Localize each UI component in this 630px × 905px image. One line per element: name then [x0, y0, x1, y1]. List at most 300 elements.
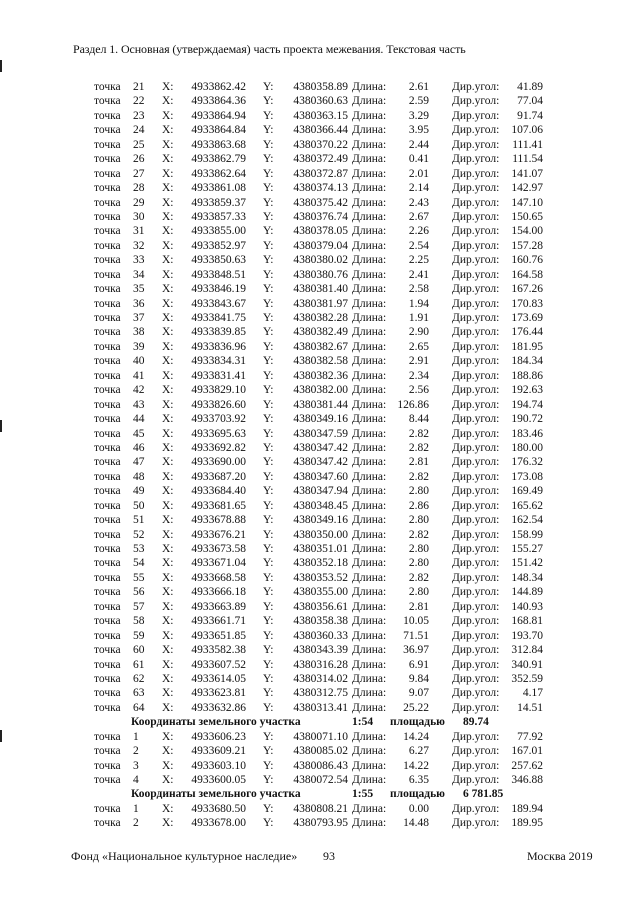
length-label: Длина:: [352, 528, 387, 541]
area-label: площадью: [390, 788, 445, 801]
point-number: 61: [133, 658, 145, 671]
length-label: Длина:: [352, 398, 387, 411]
point-number: 42: [133, 384, 145, 397]
y-label: Y:: [263, 355, 274, 368]
table-row: [0, 94, 630, 108]
point-label: точка: [94, 384, 121, 397]
table-row: [0, 744, 630, 758]
y-coordinate: 4380380.76: [293, 268, 348, 281]
direction-angle: 194.74: [511, 398, 543, 411]
y-coordinate: 4380353.52: [293, 571, 348, 584]
x-label: X:: [162, 124, 174, 137]
direction-angle: 91.74: [517, 109, 543, 122]
point-label: точка: [94, 340, 121, 353]
y-coordinate: 4380355.00: [293, 586, 348, 599]
point-number: 36: [133, 297, 145, 310]
y-coordinate: 4380372.87: [293, 167, 348, 180]
point-label: точка: [94, 774, 121, 786]
length-label: Длина:: [352, 182, 387, 195]
y-label: Y:: [263, 571, 274, 584]
x-coordinate: 4933651.85: [191, 629, 246, 642]
point-label: точка: [94, 571, 121, 584]
x-coordinate: 4933862.79: [191, 153, 246, 166]
point-number: 63: [133, 687, 145, 700]
length-value: 2.82: [408, 470, 429, 483]
y-coordinate: 4380316.28: [293, 658, 348, 671]
x-label: X:: [162, 182, 174, 195]
table-row: [0, 585, 630, 599]
table-row: [0, 427, 630, 441]
y-label: Y:: [263, 456, 274, 469]
direction-label: Дир.угол:: [452, 312, 500, 324]
y-label: Y:: [263, 730, 274, 743]
length-value: 2.80: [408, 557, 429, 570]
area-label: площадью: [390, 716, 445, 729]
table-row: [0, 369, 630, 383]
x-coordinate: 4933582.38: [191, 644, 246, 657]
direction-label: Дир.угол:: [452, 586, 500, 599]
y-coordinate: 4380382.58: [293, 355, 348, 368]
table-row: [0, 210, 630, 224]
point-number: 1: [133, 730, 139, 743]
point-number: 24: [133, 124, 145, 137]
point-label: точка: [94, 398, 121, 411]
table-row: [0, 268, 630, 282]
point-label: точка: [94, 427, 121, 440]
length-label: Длина:: [352, 485, 387, 498]
x-coordinate: 4933671.04: [191, 557, 246, 570]
length-value: 10.05: [403, 615, 429, 628]
length-label: Длина:: [352, 326, 387, 339]
table-row: [0, 253, 630, 267]
direction-label: Дир.угол:: [452, 182, 500, 195]
direction-label: Дир.угол:: [452, 730, 500, 743]
length-value: 2.86: [408, 499, 429, 512]
direction-label: Дир.угол:: [452, 268, 500, 281]
point-number: 41: [133, 369, 145, 382]
point-label: точка: [94, 456, 121, 469]
length-value: 14.22: [403, 759, 429, 772]
length-label: Длина:: [352, 456, 387, 469]
length-label: Длина:: [352, 95, 387, 108]
length-value: 2.43: [408, 196, 429, 209]
y-label: Y:: [263, 210, 274, 223]
length-value: 2.14: [408, 182, 429, 195]
x-coordinate: 4933831.41: [191, 369, 246, 382]
y-coordinate: 4380366.44: [293, 124, 348, 137]
point-label: точка: [94, 441, 121, 454]
y-label: Y:: [263, 485, 274, 498]
length-label: Длина:: [352, 514, 387, 527]
x-coordinate: 4933839.85: [191, 326, 246, 339]
direction-label: Дир.угол:: [452, 81, 500, 93]
length-label: Длина:: [352, 470, 387, 483]
point-number: 64: [133, 701, 145, 714]
x-label: X:: [162, 586, 174, 599]
y-coordinate: 4380350.00: [293, 528, 348, 541]
length-label: Длина:: [352, 817, 387, 830]
x-coordinate: 4933829.10: [191, 384, 246, 397]
x-coordinate: 4933864.94: [191, 109, 246, 122]
point-number: 25: [133, 138, 145, 151]
x-coordinate: 4933678.88: [191, 514, 246, 527]
length-value: 36.97: [403, 644, 429, 657]
length-value: 2.90: [408, 326, 429, 339]
point-number: 22: [133, 95, 145, 108]
x-coordinate: 4933826.60: [191, 398, 246, 411]
point-label: точка: [94, 730, 121, 743]
point-number: 28: [133, 182, 145, 195]
length-label: Длина:: [352, 658, 387, 671]
x-label: X:: [162, 456, 174, 469]
x-coordinate: 4933850.63: [191, 254, 246, 267]
length-label: Длина:: [352, 499, 387, 512]
direction-label: Дир.угол:: [452, 629, 500, 642]
direction-angle: 160.76: [511, 254, 543, 267]
point-label: точка: [94, 283, 121, 296]
length-label: Длина:: [352, 441, 387, 454]
x-label: X:: [162, 802, 174, 815]
y-coordinate: 4380351.01: [293, 543, 348, 555]
direction-angle: 173.69: [511, 312, 543, 324]
length-label: Длина:: [352, 600, 387, 613]
y-coordinate: 4380360.63: [293, 95, 348, 108]
y-label: Y:: [263, 557, 274, 570]
direction-angle: 41.89: [517, 81, 543, 93]
y-coordinate: 4380381.40: [293, 283, 348, 296]
y-label: Y:: [263, 81, 274, 93]
y-coordinate: 4380347.42: [293, 441, 348, 454]
y-coordinate: 4380381.97: [293, 297, 348, 310]
direction-angle: 189.94: [511, 802, 543, 815]
x-coordinate: 4933863.68: [191, 138, 246, 151]
y-coordinate: 4380793.95: [293, 817, 348, 830]
length-value: 25.22: [403, 701, 429, 714]
y-coordinate: 4380382.36: [293, 369, 348, 382]
length-value: 126.86: [397, 398, 429, 411]
direction-label: Дир.угол:: [452, 600, 500, 613]
point-label: точка: [94, 369, 121, 382]
x-coordinate: 4933678.00: [191, 817, 246, 830]
direction-label: Дир.угол:: [452, 326, 500, 339]
point-label: точка: [94, 802, 121, 815]
table-row: [0, 152, 630, 166]
y-coordinate: 4380382.67: [293, 340, 348, 353]
point-number: 33: [133, 254, 145, 267]
y-coordinate: 4380347.59: [293, 427, 348, 440]
table-row: [0, 672, 630, 686]
y-coordinate: 4380363.15: [293, 109, 348, 122]
y-coordinate: 4380343.39: [293, 644, 348, 657]
direction-label: Дир.угол:: [452, 456, 500, 469]
x-coordinate: 4933862.42: [191, 81, 246, 93]
y-label: Y:: [263, 398, 274, 411]
table-row: [0, 600, 630, 614]
direction-label: Дир.угол:: [452, 153, 500, 166]
point-number: 60: [133, 644, 145, 657]
direction-label: Дир.угол:: [452, 687, 500, 700]
x-coordinate: 4933692.82: [191, 441, 246, 454]
direction-label: Дир.угол:: [452, 384, 500, 397]
point-number: 44: [133, 413, 145, 426]
length-label: Длина:: [352, 701, 387, 714]
direction-label: Дир.угол:: [452, 413, 500, 426]
point-label: точка: [94, 557, 121, 570]
length-value: 8.44: [408, 413, 429, 426]
y-coordinate: 4380314.02: [293, 672, 348, 685]
y-label: Y:: [263, 297, 274, 310]
point-label: точка: [94, 658, 121, 671]
table-row: [0, 311, 630, 325]
y-coordinate: 4380072.54: [293, 774, 348, 786]
direction-angle: 168.81: [511, 615, 543, 628]
direction-angle: 111.41: [512, 138, 543, 151]
y-label: Y:: [263, 802, 274, 815]
direction-angle: 141.07: [511, 167, 543, 180]
x-label: X:: [162, 398, 174, 411]
x-coordinate: 4933666.18: [191, 586, 246, 599]
length-label: Длина:: [352, 225, 387, 238]
length-label: Длина:: [352, 109, 387, 122]
x-coordinate: 4933843.67: [191, 297, 246, 310]
x-label: X:: [162, 701, 174, 714]
direction-label: Дир.угол:: [452, 196, 500, 209]
y-coordinate: 4380071.10: [293, 730, 348, 743]
length-value: 2.01: [408, 167, 429, 180]
length-value: 2.82: [408, 441, 429, 454]
y-coordinate: 4380356.61: [293, 600, 348, 613]
direction-angle: 169.49: [511, 485, 543, 498]
x-label: X:: [162, 283, 174, 296]
x-coordinate: 4933855.00: [191, 225, 246, 238]
x-label: X:: [162, 441, 174, 454]
table-row: [0, 297, 630, 311]
point-label: точка: [94, 210, 121, 223]
point-number: 57: [133, 600, 145, 613]
length-value: 2.59: [408, 95, 429, 108]
x-label: X:: [162, 268, 174, 281]
point-number: 21: [133, 81, 145, 93]
direction-angle: 154.00: [511, 225, 543, 238]
direction-label: Дир.угол:: [452, 124, 500, 137]
x-coordinate: 4933632.86: [191, 701, 246, 714]
length-label: Длина:: [352, 413, 387, 426]
x-coordinate: 4933673.58: [191, 543, 246, 555]
length-value: 14.48: [403, 817, 429, 830]
point-label: точка: [94, 182, 121, 195]
direction-angle: 188.86: [511, 369, 543, 382]
x-label: X:: [162, 470, 174, 483]
point-number: 53: [133, 543, 145, 555]
x-label: X:: [162, 485, 174, 498]
x-label: X:: [162, 196, 174, 209]
direction-label: Дир.угол:: [452, 441, 500, 454]
y-coordinate: 4380086.43: [293, 759, 348, 772]
point-label: точка: [94, 312, 121, 324]
footer-city-year: Москва 2019: [527, 849, 593, 863]
section-title: Координаты земельного участка: [131, 788, 301, 801]
length-value: 2.80: [408, 586, 429, 599]
y-label: Y:: [263, 687, 274, 700]
x-label: X:: [162, 297, 174, 310]
table-row: [0, 470, 630, 484]
point-number: 48: [133, 470, 145, 483]
direction-label: Дир.угол:: [452, 774, 500, 786]
point-label: точка: [94, 297, 121, 310]
x-coordinate: 4933603.10: [191, 759, 246, 772]
direction-label: Дир.угол:: [452, 499, 500, 512]
point-number: 29: [133, 196, 145, 209]
coordinates-table: [0, 80, 630, 831]
direction-angle: 346.88: [511, 774, 543, 786]
table-row: [0, 802, 630, 816]
x-coordinate: 4933684.40: [191, 485, 246, 498]
direction-angle: 162.54: [511, 514, 543, 527]
direction-angle: 77.92: [517, 730, 543, 743]
table-row: [0, 354, 630, 368]
table-row: [0, 629, 630, 643]
length-value: 2.80: [408, 543, 429, 555]
y-label: Y:: [263, 384, 274, 397]
length-value: 2.41: [408, 268, 429, 281]
direction-angle: 111.54: [512, 153, 543, 166]
x-coordinate: 4933607.52: [191, 658, 246, 671]
direction-label: Дир.угол:: [452, 672, 500, 685]
length-value: 2.61: [408, 81, 429, 93]
length-label: Длина:: [352, 730, 387, 743]
table-row: [0, 441, 630, 455]
y-label: Y:: [263, 672, 274, 685]
section-ratio: 1:54: [352, 716, 374, 729]
y-coordinate: 4380347.60: [293, 470, 348, 483]
point-label: точка: [94, 615, 121, 628]
x-coordinate: 4933859.37: [191, 196, 246, 209]
y-label: Y:: [263, 745, 274, 758]
length-label: Длина:: [352, 196, 387, 209]
point-number: 23: [133, 109, 145, 122]
length-value: 2.82: [408, 427, 429, 440]
point-label: точка: [94, 355, 121, 368]
y-label: Y:: [263, 441, 274, 454]
point-number: 51: [133, 514, 145, 527]
direction-label: Дир.угол:: [452, 254, 500, 267]
x-label: X:: [162, 759, 174, 772]
point-number: 38: [133, 326, 145, 339]
table-row: [0, 181, 630, 195]
direction-label: Дир.угол:: [452, 759, 500, 772]
direction-angle: 184.34: [511, 355, 543, 368]
direction-label: Дир.угол:: [452, 615, 500, 628]
direction-angle: 77.04: [517, 95, 543, 108]
x-coordinate: 4933663.89: [191, 600, 246, 613]
length-value: 2.80: [408, 514, 429, 527]
x-label: X:: [162, 254, 174, 267]
table-row: [0, 759, 630, 773]
direction-angle: 181.95: [511, 340, 543, 353]
length-value: 6.35: [408, 774, 429, 786]
x-coordinate: 4933864.84: [191, 124, 246, 137]
direction-label: Дир.угол:: [452, 644, 500, 657]
length-value: 2.91: [408, 355, 429, 368]
x-label: X:: [162, 340, 174, 353]
direction-label: Дир.угол:: [452, 745, 500, 758]
y-label: Y:: [263, 528, 274, 541]
x-label: X:: [162, 326, 174, 339]
y-label: Y:: [263, 629, 274, 642]
table-row: [0, 412, 630, 426]
table-row: [0, 196, 630, 210]
length-label: Длина:: [352, 543, 387, 555]
point-label: точка: [94, 528, 121, 541]
length-value: 1.91: [408, 312, 429, 324]
x-label: X:: [162, 427, 174, 440]
area-value: 89.74: [463, 716, 489, 729]
length-label: Длина:: [352, 644, 387, 657]
x-coordinate: 4933606.23: [191, 730, 246, 743]
section-heading: [0, 787, 630, 801]
point-label: точка: [94, 109, 121, 122]
point-label: точка: [94, 124, 121, 137]
point-label: точка: [94, 629, 121, 642]
direction-label: Дир.угол:: [452, 167, 500, 180]
length-label: Длина:: [352, 615, 387, 628]
length-label: Длина:: [352, 672, 387, 685]
x-coordinate: 4933681.65: [191, 499, 246, 512]
direction-label: Дир.угол:: [452, 138, 500, 151]
direction-angle: 192.63: [511, 384, 543, 397]
length-value: 0.41: [408, 153, 429, 166]
point-number: 43: [133, 398, 145, 411]
x-label: X:: [162, 369, 174, 382]
length-label: Длина:: [352, 759, 387, 772]
length-value: 2.54: [408, 239, 429, 252]
length-label: Длина:: [352, 239, 387, 252]
length-value: 14.24: [403, 730, 429, 743]
x-coordinate: 4933661.71: [191, 615, 246, 628]
length-value: 6.91: [408, 658, 429, 671]
x-coordinate: 4933836.96: [191, 340, 246, 353]
length-label: Длина:: [352, 745, 387, 758]
x-label: X:: [162, 557, 174, 570]
x-coordinate: 4933623.81: [191, 687, 246, 700]
direction-angle: 164.58: [511, 268, 543, 281]
direction-angle: 157.28: [511, 239, 543, 252]
y-coordinate: 4380375.42: [293, 196, 348, 209]
point-number: 3: [133, 759, 139, 772]
point-number: 47: [133, 456, 145, 469]
footer-organization: Фонд «Национальное культурное наследие»: [71, 849, 298, 863]
point-label: точка: [94, 254, 121, 267]
direction-angle: 173.08: [511, 470, 543, 483]
length-value: 9.07: [408, 687, 429, 700]
point-number: 4: [133, 774, 139, 786]
x-label: X:: [162, 817, 174, 830]
point-label: точка: [94, 95, 121, 108]
x-coordinate: 4933600.05: [191, 774, 246, 786]
direction-label: Дир.угол:: [452, 701, 500, 714]
direction-angle: 180.00: [511, 441, 543, 454]
y-coordinate: 4380808.21: [293, 802, 348, 815]
x-coordinate: 4933687.20: [191, 470, 246, 483]
y-label: Y:: [263, 138, 274, 151]
length-label: Длина:: [352, 369, 387, 382]
point-label: точка: [94, 586, 121, 599]
y-label: Y:: [263, 340, 274, 353]
table-row: [0, 730, 630, 744]
direction-angle: 183.46: [511, 427, 543, 440]
direction-angle: 144.89: [511, 586, 543, 599]
scan-edge-mark: [0, 60, 2, 72]
